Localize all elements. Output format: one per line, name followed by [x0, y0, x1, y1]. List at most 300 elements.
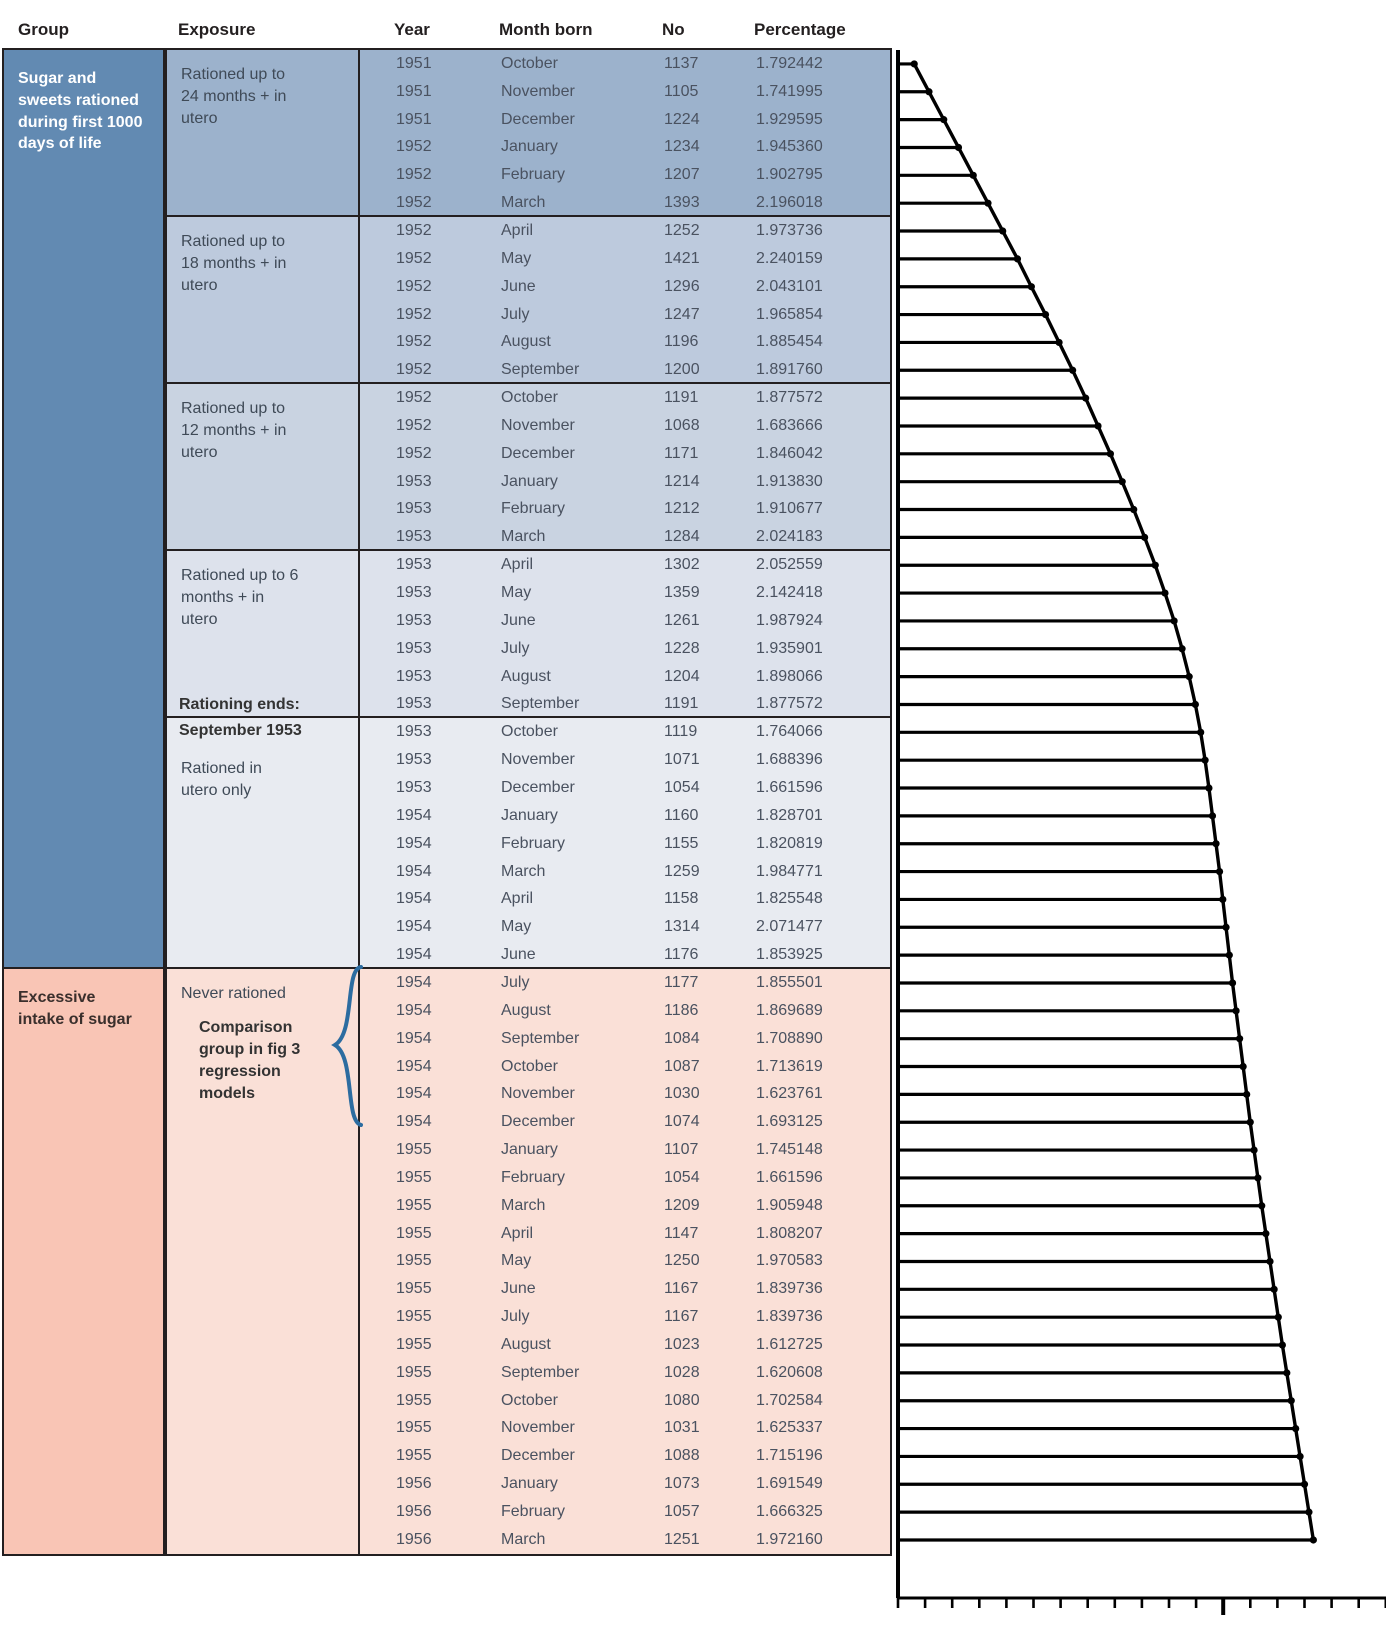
data-point-marker — [1222, 924, 1229, 931]
table-row[interactable] — [360, 607, 890, 635]
table-row[interactable] — [360, 579, 890, 607]
cell-month: November — [501, 751, 575, 769]
column-header-no: No — [662, 20, 685, 39]
cell-pct: 1.764066 — [756, 723, 823, 741]
cell-month: January — [501, 1475, 558, 1493]
cell-year: 1952 — [396, 138, 432, 156]
cell-month: January — [501, 806, 558, 824]
cell-year: 1954 — [396, 1029, 432, 1047]
cell-month: June — [501, 277, 536, 295]
data-point-marker — [1250, 1146, 1257, 1153]
cell-month: December — [501, 444, 575, 462]
cell-year: 1952 — [396, 333, 432, 351]
cell-month: June — [501, 1280, 536, 1298]
table-row[interactable] — [360, 523, 890, 551]
table-row[interactable] — [360, 1247, 890, 1275]
table-row[interactable] — [360, 1136, 890, 1164]
cell-pct: 1.877572 — [756, 695, 823, 713]
cell-pct: 1.905948 — [756, 1196, 823, 1214]
data-point-marker — [1292, 1425, 1299, 1432]
cell-no: 1167 — [664, 1280, 699, 1298]
cell-no: 1068 — [664, 416, 700, 434]
exposure-label: Rationed up to 18 months + in utero — [181, 233, 287, 295]
cell-year: 1952 — [396, 416, 432, 434]
table-row[interactable] — [360, 273, 890, 301]
data-point-marker — [1141, 534, 1148, 541]
cell-pct: 1.825548 — [756, 890, 823, 908]
exposure-label: Rationed up to 6 months + in utero — [181, 567, 299, 629]
table-row[interactable] — [360, 718, 890, 746]
cell-month: June — [501, 611, 536, 629]
table-row[interactable] — [360, 691, 890, 719]
cell-pct: 1.661596 — [756, 779, 823, 796]
cell-year: 1953 — [396, 472, 432, 490]
cell-no: 1030 — [664, 1085, 700, 1103]
cell-no: 1031 — [664, 1419, 700, 1437]
cell-no: 1119 — [664, 723, 698, 741]
table-row[interactable] — [360, 217, 890, 245]
cell-pct: 1.935901 — [756, 639, 823, 657]
cell-month: December — [501, 779, 575, 796]
cell-month: March — [501, 1530, 546, 1548]
cell-no: 1212 — [664, 500, 700, 518]
cell-month: May — [501, 584, 532, 602]
cell-year: 1955 — [396, 1224, 432, 1242]
data-band-3 — [358, 549, 892, 720]
cell-year: 1954 — [396, 834, 432, 852]
table-row[interactable] — [360, 746, 890, 774]
data-point-marker — [1232, 1007, 1239, 1014]
column-header-month-born: Month born — [499, 20, 593, 39]
table-row[interactable] — [360, 1053, 890, 1081]
cell-month: December — [501, 1113, 575, 1131]
table-row[interactable] — [360, 384, 890, 412]
data-band-4 — [358, 716, 892, 971]
cell-no: 1158 — [664, 890, 699, 908]
cell-month: May — [501, 249, 532, 267]
cell-year: 1953 — [396, 528, 432, 546]
table-row[interactable] — [360, 440, 890, 468]
data-band-2 — [358, 382, 892, 553]
cell-pct: 2.052559 — [756, 556, 823, 574]
table-row[interactable] — [360, 356, 890, 384]
table-row[interactable] — [360, 663, 890, 691]
data-point-marker — [925, 88, 932, 95]
cell-year: 1955 — [396, 1447, 432, 1465]
cell-month: November — [501, 416, 575, 434]
cell-year: 1954 — [396, 862, 432, 880]
cell-pct: 1.612725 — [756, 1335, 823, 1353]
data-point-marker — [1130, 506, 1137, 513]
data-point-marker — [1082, 395, 1089, 402]
table-row[interactable] — [360, 551, 890, 579]
table-row[interactable] — [360, 1442, 890, 1470]
cell-pct: 1.828701 — [756, 806, 823, 824]
table-row[interactable] — [360, 189, 890, 217]
cell-pct: 1.853925 — [756, 946, 823, 964]
column-header-year: Year — [394, 20, 430, 39]
cell-pct: 1.792442 — [756, 54, 823, 72]
cell-month: January — [501, 1141, 558, 1159]
cell-pct: 1.910677 — [756, 500, 823, 518]
cell-no: 1057 — [664, 1503, 700, 1520]
cell-no: 1155 — [664, 834, 699, 852]
cell-year: 1955 — [396, 1252, 432, 1270]
cell-month: April — [501, 222, 534, 240]
cell-year: 1955 — [396, 1141, 432, 1159]
group-cell-0 — [2, 48, 165, 971]
table-row[interactable] — [360, 858, 890, 886]
cell-no: 1107 — [664, 1141, 699, 1159]
exposure-cell-1 — [165, 215, 360, 386]
data-band-0 — [358, 48, 892, 219]
data-point-marker — [911, 60, 918, 67]
cell-pct: 1.970583 — [756, 1252, 823, 1270]
group-label: Excessive intake of sugar — [18, 989, 132, 1028]
table-row[interactable] — [360, 1025, 890, 1053]
table-row[interactable] — [360, 1080, 890, 1108]
data-point-marker — [1205, 784, 1212, 791]
cell-pct: 2.142418 — [756, 584, 823, 602]
cell-year: 1954 — [396, 890, 432, 908]
cell-month: April — [501, 1224, 534, 1242]
cell-year: 1953 — [396, 779, 432, 796]
table-body — [0, 50, 892, 1635]
data-point-marker — [1201, 757, 1208, 764]
cell-pct: 1.839736 — [756, 1280, 823, 1298]
table-row[interactable] — [360, 1108, 890, 1136]
cell-pct: 1.741995 — [756, 82, 823, 100]
cell-no: 1224 — [664, 110, 700, 128]
cell-year: 1953 — [396, 667, 432, 685]
cell-pct: 1.688396 — [756, 751, 823, 769]
cell-month: February — [501, 1503, 566, 1520]
cell-year: 1953 — [396, 556, 432, 574]
exposure-cell-0 — [165, 48, 360, 219]
cell-no: 1084 — [664, 1029, 700, 1047]
table-row[interactable] — [360, 301, 890, 329]
cell-month: March — [501, 528, 546, 546]
cell-year: 1955 — [396, 1419, 432, 1437]
cell-no: 1054 — [664, 1168, 700, 1186]
data-point-marker — [1028, 283, 1035, 290]
cell-no: 1302 — [664, 556, 700, 574]
cell-no: 1074 — [664, 1113, 700, 1131]
cell-year: 1952 — [396, 222, 432, 240]
cell-year: 1952 — [396, 361, 432, 379]
cell-no: 1247 — [664, 305, 700, 323]
data-point-marker — [1055, 339, 1062, 346]
exposure-label: Rationed up to 12 months + in utero — [181, 400, 287, 462]
cell-pct: 1.846042 — [756, 444, 823, 462]
data-point-marker — [1254, 1174, 1261, 1181]
cell-pct: 1.973736 — [756, 222, 823, 240]
comparison-group-brace — [331, 963, 365, 1131]
cell-no: 1137 — [664, 54, 699, 72]
cell-month: November — [501, 1419, 575, 1437]
cell-year: 1953 — [396, 723, 432, 741]
table-row[interactable] — [360, 496, 890, 524]
table-row[interactable] — [360, 635, 890, 663]
cell-no: 1147 — [664, 1224, 699, 1242]
data-point-marker — [1258, 1202, 1265, 1209]
data-point-marker — [1186, 673, 1193, 680]
cell-month: February — [501, 834, 566, 852]
cell-pct: 1.877572 — [756, 389, 823, 407]
cell-no: 1296 — [664, 277, 700, 295]
data-point-marker — [970, 172, 977, 179]
cell-pct: 1.820819 — [756, 834, 823, 852]
cell-no: 1214 — [664, 472, 700, 490]
data-point-marker — [1310, 1536, 1317, 1543]
table-row[interactable] — [360, 969, 890, 997]
cell-no: 1088 — [664, 1447, 700, 1465]
cell-pct: 1.625337 — [756, 1419, 823, 1437]
cell-no: 1359 — [664, 584, 700, 602]
data-point-marker — [1283, 1369, 1290, 1376]
cell-no: 1054 — [664, 779, 700, 796]
cell-year: 1953 — [396, 500, 432, 518]
data-point-marker — [1240, 1063, 1247, 1070]
data-point-marker — [1219, 896, 1226, 903]
table-header — [0, 0, 1386, 50]
table-row[interactable] — [360, 1275, 890, 1303]
table-row[interactable] — [360, 1359, 890, 1387]
cell-pct: 1.869689 — [756, 1001, 823, 1019]
cell-year: 1955 — [396, 1363, 432, 1381]
cell-year: 1952 — [396, 166, 432, 184]
cell-year: 1954 — [396, 918, 432, 936]
cell-month: May — [501, 1252, 532, 1270]
cell-year: 1954 — [396, 1057, 432, 1075]
data-point-marker — [1209, 812, 1216, 819]
cell-no: 1259 — [664, 862, 700, 880]
data-point-marker — [1296, 1453, 1303, 1460]
data-point-marker — [1178, 645, 1185, 652]
cell-month: September — [501, 361, 580, 379]
group-cell-1 — [2, 967, 165, 1556]
cell-year: 1952 — [396, 194, 432, 212]
cell-pct: 2.071477 — [756, 918, 823, 936]
cell-pct: 1.745148 — [756, 1141, 823, 1159]
cell-month: February — [501, 166, 566, 184]
cell-no: 1186 — [664, 1001, 699, 1019]
cell-year: 1956 — [396, 1475, 432, 1493]
cell-no: 1209 — [664, 1196, 700, 1214]
table-row[interactable] — [360, 106, 890, 134]
cell-year: 1953 — [396, 611, 432, 629]
cell-year: 1955 — [396, 1308, 432, 1326]
table-row[interactable] — [360, 328, 890, 356]
cell-year: 1955 — [396, 1335, 432, 1353]
table-row[interactable] — [360, 830, 890, 858]
cell-year: 1951 — [396, 54, 432, 72]
data-point-marker — [1107, 450, 1114, 457]
cell-pct: 1.945360 — [756, 138, 823, 156]
data-point-marker — [1266, 1258, 1273, 1265]
cell-no: 1105 — [664, 82, 699, 100]
data-point-marker — [1305, 1509, 1312, 1516]
data-point-marker — [1301, 1481, 1308, 1488]
cell-no: 1191 — [664, 695, 699, 713]
table-row[interactable] — [360, 468, 890, 496]
cumulative-line-chart — [890, 50, 1386, 1642]
table-row[interactable] — [360, 1526, 890, 1554]
cell-month: September — [501, 695, 580, 713]
cell-no: 1314 — [664, 918, 700, 936]
cell-pct: 2.024183 — [756, 528, 823, 546]
exposure-label: Rationed up to 24 months + in utero — [181, 66, 287, 128]
cell-no: 1250 — [664, 1252, 700, 1270]
cell-pct: 1.666325 — [756, 1503, 823, 1520]
cell-month: April — [501, 556, 534, 574]
data-point-marker — [999, 227, 1006, 234]
cell-pct: 1.702584 — [756, 1391, 823, 1409]
cell-month: January — [501, 138, 558, 156]
cell-month: July — [501, 1308, 530, 1326]
exposure-label: Rationed in utero only — [181, 760, 262, 800]
data-point-marker — [1042, 311, 1049, 318]
exposure-cell-2 — [165, 382, 360, 553]
cell-month: June — [501, 946, 536, 964]
cell-no: 1228 — [664, 639, 700, 657]
data-point-marker — [1288, 1397, 1295, 1404]
cell-month: April — [501, 890, 534, 908]
cell-pct: 1.623761 — [756, 1085, 823, 1103]
data-point-marker — [1226, 952, 1233, 959]
cell-month: October — [501, 1057, 558, 1075]
cell-pct: 1.715196 — [756, 1447, 823, 1465]
cell-year: 1954 — [396, 1113, 432, 1131]
cell-month: December — [501, 1447, 575, 1465]
cell-pct: 1.913830 — [756, 472, 823, 490]
cell-month: December — [501, 110, 575, 128]
cell-pct: 1.972160 — [756, 1530, 823, 1548]
cell-year: 1952 — [396, 444, 432, 462]
cell-pct: 1.661596 — [756, 1168, 823, 1186]
data-point-marker — [1271, 1286, 1278, 1293]
cell-year: 1951 — [396, 82, 432, 100]
data-point-marker — [1171, 617, 1178, 624]
cell-month: September — [501, 1029, 580, 1047]
cell-month: February — [501, 500, 566, 518]
cell-pct: 1.683666 — [756, 416, 823, 434]
cell-no: 1087 — [664, 1057, 700, 1075]
table-row[interactable] — [360, 78, 890, 106]
cell-pct: 1.855501 — [756, 973, 823, 991]
cell-year: 1953 — [396, 584, 432, 602]
cell-no: 1023 — [664, 1335, 700, 1353]
table-row[interactable] — [360, 1303, 890, 1331]
cell-pct: 1.693125 — [756, 1113, 823, 1131]
column-header-percentage: Percentage — [754, 20, 846, 39]
data-band-5 — [358, 967, 892, 1556]
cell-pct: 2.043101 — [756, 277, 823, 295]
table-row[interactable] — [360, 1470, 890, 1498]
data-point-marker — [1161, 589, 1168, 596]
table-row[interactable] — [360, 1164, 890, 1192]
group-label: Sugar and sweets rationed during first 1000 days of life — [18, 70, 143, 153]
table-row[interactable] — [360, 1331, 890, 1359]
exposure-label: Never rationed — [181, 985, 286, 1003]
cell-no: 1234 — [664, 138, 700, 156]
data-point-marker — [1243, 1091, 1250, 1098]
data-point-marker — [1014, 255, 1021, 262]
cell-pct: 1.898066 — [756, 667, 823, 685]
table-row[interactable] — [360, 941, 890, 969]
cell-pct: 1.902795 — [756, 166, 823, 184]
table-row[interactable] — [360, 1387, 890, 1415]
cell-month: August — [501, 1001, 551, 1019]
cell-no: 1071 — [664, 751, 700, 769]
exposure-cell-4 — [165, 716, 360, 971]
cell-no: 1207 — [664, 166, 700, 184]
cell-month: August — [501, 333, 551, 351]
cell-pct: 1.839736 — [756, 1308, 823, 1326]
comparison-group-note: Comparison group in fig 3 regression models — [199, 1019, 301, 1103]
cell-month: March — [501, 194, 546, 212]
cell-pct: 1.691549 — [756, 1475, 823, 1493]
cell-year: 1954 — [396, 1001, 432, 1019]
table-row[interactable] — [360, 161, 890, 189]
cell-no: 1252 — [664, 222, 700, 240]
table-row[interactable] — [360, 997, 890, 1025]
data-point-marker — [1229, 979, 1236, 986]
table-row[interactable] — [360, 1220, 890, 1248]
cell-no: 1196 — [664, 333, 699, 351]
cell-year: 1952 — [396, 249, 432, 267]
table-row[interactable] — [360, 774, 890, 802]
table-row[interactable] — [360, 885, 890, 913]
table-row[interactable] — [360, 50, 890, 78]
data-point-marker — [1069, 367, 1076, 374]
table-row[interactable] — [360, 1192, 890, 1220]
cell-pct: 1.885454 — [756, 333, 823, 351]
column-header-group: Group — [18, 20, 69, 39]
cell-no: 1177 — [664, 973, 699, 991]
cell-month: October — [501, 723, 558, 741]
data-point-marker — [984, 200, 991, 207]
table-row[interactable] — [360, 913, 890, 941]
data-point-marker — [1192, 701, 1199, 708]
cell-year: 1954 — [396, 1085, 432, 1103]
table-row[interactable] — [360, 1498, 890, 1526]
cell-month: November — [501, 1085, 575, 1103]
table-row[interactable] — [360, 245, 890, 273]
data-band-1 — [358, 215, 892, 386]
cell-no: 1284 — [664, 528, 700, 546]
table-row[interactable] — [360, 412, 890, 440]
data-point-marker — [1152, 562, 1159, 569]
table-row[interactable] — [360, 802, 890, 830]
cell-pct: 1.984771 — [756, 862, 823, 880]
table-row[interactable] — [360, 134, 890, 162]
cell-pct: 1.708890 — [756, 1029, 823, 1047]
data-point-marker — [1262, 1230, 1269, 1237]
data-point-marker — [1094, 422, 1101, 429]
cell-pct: 1.620608 — [756, 1363, 823, 1381]
cell-no: 1204 — [664, 667, 700, 685]
cell-no: 1393 — [664, 194, 700, 212]
cell-year: 1955 — [396, 1391, 432, 1409]
cell-no: 1261 — [664, 611, 700, 629]
cell-no: 1167 — [664, 1308, 699, 1326]
data-point-marker — [1197, 729, 1204, 736]
cell-year: 1955 — [396, 1280, 432, 1298]
table-row[interactable] — [360, 1415, 890, 1443]
data-point-marker — [1212, 840, 1219, 847]
cell-no: 1251 — [664, 1530, 700, 1548]
